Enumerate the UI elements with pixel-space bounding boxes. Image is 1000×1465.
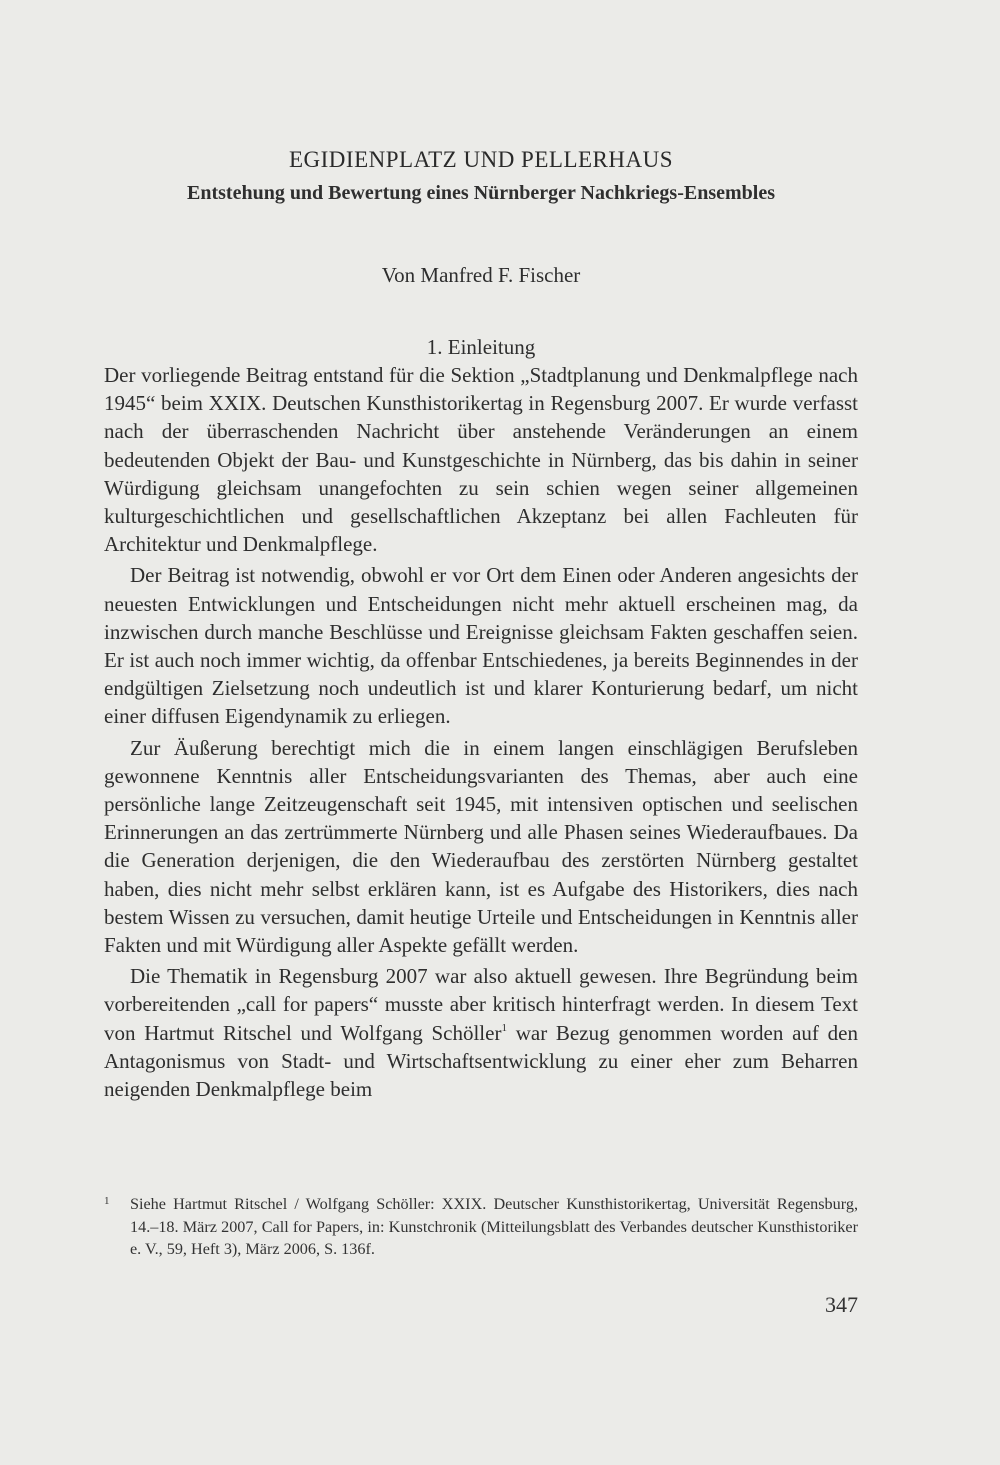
- paragraph-1: Der vorliegende Beitrag entstand für die Sektion „Stadtplanung und Denkmalpflege nach 1945“ beim XXIX. Deutschen Kunsthistorikertag in Regensburg 2007. Er wurde verfasst nach der überraschenden Nachricht über anstehende Veränderungen an einem bedeutenden Objekt der Bau- und Kunstgeschichte in Nürnberg, das bis dahin in seiner Würdigung gleichsam unangefochten zu sein schien wegen seiner allgemeinen kulturgeschichtlichen und gesellschaftlichen Akzeptanz bei allen Fachleuten für Architektur und Denkmalpflege.: [104, 363, 858, 557]
- footnote-text: Siehe Hartmut Ritschel / Wolfgang Schöller: XXIX. Deutscher Kunsthistorikertag, Universität Regensburg, 14.–18. März 2007, Call for Papers, in: Kunstchronik (Mitteilungsblatt des Verbandes deutscher Kunsthistoriker e. V., 59, Heft 3), März 2006, S. 136f.: [130, 1195, 858, 1258]
- footnote-mark: 1: [104, 1195, 110, 1207]
- paragraph-4: [104, 962, 858, 1103]
- footnotes: [104, 1193, 858, 1261]
- footnote-1: [104, 1193, 858, 1261]
- page-number: 347: [825, 1292, 858, 1317]
- paragraph-2: Der Beitrag ist notwendig, obwohl er vor Ort dem Einen oder Anderen angesichts der neuesten Entwicklungen und Entscheidungen nicht mehr aktuell erscheinen mag, da inzwischen durch manche Beschlüsse und Ereignisse gleichsam Fakten geschaffen seien. Er ist auch noch immer wichtig, da offenbar Entschiedenes, ja bereits Beginnendes in der endgültigen Zielsetzung noch undeutlich ist und klarer Konturierung bedarf, um nicht einer diffusen Eigendynamik zu erliegen.: [104, 563, 858, 729]
- article-title: EGIDIENPLATZ UND PELLERHAUS: [288, 147, 674, 172]
- body-text: [104, 361, 858, 1103]
- paragraph-4-text-end: war Bezug genommen worden auf den Antagonismus von Stadt- und Wirtschaftsentwicklung zu einer eher zum Beharren neigenden Denkmalpflege beim: [104, 1020, 858, 1102]
- article-page: [104, 145, 858, 1103]
- article-author: Von Manfred F. Fischer: [381, 263, 581, 287]
- paragraph-4-text-start: Die Thematik in Regensburg 2007 war also aktuell gewesen. Ihre Begründung beim vorbereitenden „call for papers“ musste aber kritisch hinterfragt werden. In diesem Text von Hartmut Ritschel und Wolfgang Schöller: [104, 964, 858, 1045]
- section-heading: 1. Einleitung: [426, 335, 536, 359]
- article-subtitle: Entstehung und Bewertung eines Nürnberger Nachkriegs-Ensembles: [187, 182, 775, 204]
- footnote-reference[interactable]: 1: [501, 1021, 507, 1034]
- paragraph-3: Zur Äußerung berechtigt mich die in einem langen einschlägigen Berufsleben gewonnene Kenntnis aller Entscheidungsvarianten des Themas, aber auch eine persönliche lange Zeitzeugenschaft seit 1945, mit intensiven optischen und seelischen Erinnerungen an das zertrümmerte Nürnberg und alle Phasen seines Wiederaufbaues. Da die Generation derjenigen, die den Wiederaufbau des zerstörten Nürnberg gestaltet haben, dies nicht mehr selbst erklären kann, ist es Aufgabe des Historikers, dies nach bestem Wissen zu versuchen, damit heutige Urteile und Entscheidungen in Kenntnis aller Fakten und mit Würdigung aller Aspekte gefällt werden.: [104, 735, 858, 958]
